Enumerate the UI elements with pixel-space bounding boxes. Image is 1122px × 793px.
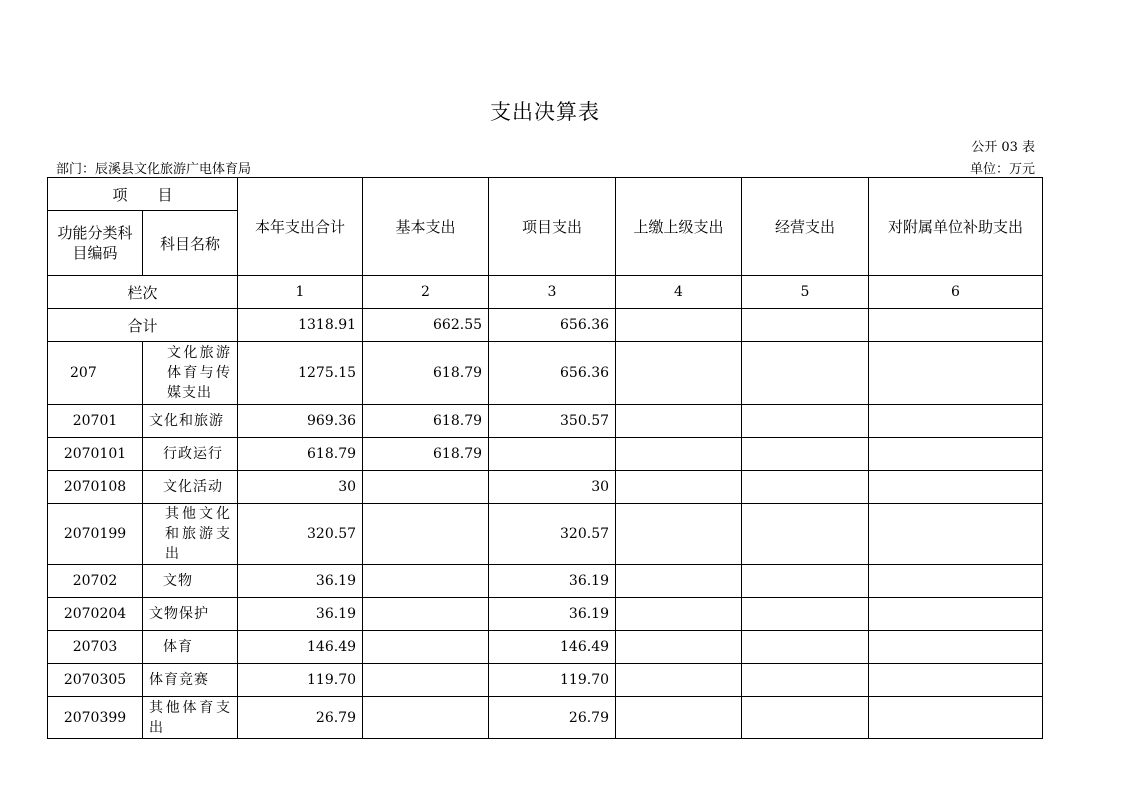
amount-cell [616,664,742,697]
subject-name: 文物保护 [143,598,238,631]
page-title: 支出决算表 [490,100,600,124]
header-name: 科目名称 [143,211,238,276]
header-col-2: 基本支出 [363,178,489,276]
total-label: 合计 [48,309,238,342]
amount-cell: 350.57 [489,405,616,438]
unit-label: 单位：万元 [969,162,1035,177]
amount-cell [869,405,1043,438]
amount-cell: 36.19 [238,598,363,631]
amount-cell [489,438,616,471]
amount-cell: 36.19 [238,565,363,598]
amount-cell [363,471,489,504]
subject-code: 2070204 [48,598,143,631]
amount-cell [742,697,869,739]
subject-name: 体育竞赛 [143,664,238,697]
subject-code: 2070305 [48,664,143,697]
amount-cell [616,504,742,565]
amount-cell [363,565,489,598]
subject-code: 2070199 [48,504,143,565]
expenditure-table [47,177,1043,739]
amount-cell [616,405,742,438]
amount-cell: 1275.15 [238,342,363,405]
table-row [48,697,1043,739]
subject-name: 文物 [143,565,238,598]
amount-cell [869,631,1043,664]
subject-name: 文化和旅游 [143,405,238,438]
amount-cell [616,342,742,405]
amount-cell [869,664,1043,697]
table-row [48,565,1043,598]
amount-cell [363,631,489,664]
amount-cell [742,631,869,664]
amount-cell: 30 [238,471,363,504]
amount-cell [616,438,742,471]
amount-cell [363,504,489,565]
amount-cell: 36.19 [489,598,616,631]
subject-name: 文化旅游体育与传媒支出 [143,342,238,405]
total-value [869,309,1043,342]
column-index: 5 [742,276,869,309]
header-col-3: 项目支出 [489,178,616,276]
table-row [48,504,1043,565]
subject-name: 其他文化和旅游支出 [143,504,238,565]
subject-code: 2070108 [48,471,143,504]
amount-cell [742,342,869,405]
subject-name: 体育 [143,631,238,664]
amount-cell [869,342,1043,405]
table-row [48,342,1043,405]
amount-cell [616,565,742,598]
table-row [48,438,1043,471]
amount-cell: 320.57 [489,504,616,565]
amount-cell: 969.36 [238,405,363,438]
amount-cell: 618.79 [363,405,489,438]
amount-cell [363,664,489,697]
column-index-label: 栏次 [48,276,238,309]
amount-cell: 26.79 [238,697,363,739]
amount-cell [363,697,489,739]
table-row [48,405,1043,438]
amount-cell: 36.19 [489,565,616,598]
amount-cell: 618.79 [363,342,489,405]
amount-cell [363,598,489,631]
header-col-6: 对附属单位补助支出 [869,178,1043,276]
amount-cell [742,664,869,697]
amount-cell: 618.79 [238,438,363,471]
amount-cell: 119.70 [238,664,363,697]
amount-cell: 30 [489,471,616,504]
column-index: 1 [238,276,363,309]
column-index: 3 [489,276,616,309]
amount-cell [616,631,742,664]
column-index: 4 [616,276,742,309]
amount-cell [869,471,1043,504]
amount-cell: 26.79 [489,697,616,739]
amount-cell [616,598,742,631]
amount-cell [742,471,869,504]
amount-cell [869,438,1043,471]
subject-code: 2070399 [48,697,143,739]
amount-cell: 618.79 [363,438,489,471]
amount-cell [869,504,1043,565]
amount-cell [742,405,869,438]
amount-cell: 320.57 [238,504,363,565]
amount-cell [869,598,1043,631]
subject-code: 2070101 [48,438,143,471]
subject-name: 文化活动 [143,471,238,504]
amount-cell [616,471,742,504]
header-code: 功能分类科目编码 [48,211,143,276]
subject-code: 20703 [48,631,143,664]
form-number: 公开 03 表 [971,140,1035,155]
amount-cell: 146.49 [238,631,363,664]
column-index: 6 [869,276,1043,309]
header-col-5: 经营支出 [742,178,869,276]
header-col-4: 上缴上级支出 [616,178,742,276]
subject-code: 20702 [48,565,143,598]
total-row [48,309,1043,342]
amount-cell [742,504,869,565]
total-value: 1318.91 [238,309,363,342]
department-label: 部门：辰溪县文化旅游广电体育局 [56,162,252,177]
amount-cell [742,438,869,471]
amount-cell: 656.36 [489,342,616,405]
subject-name: 其他体育支出 [143,697,238,739]
total-value: 662.55 [363,309,489,342]
amount-cell: 119.70 [489,664,616,697]
total-value [616,309,742,342]
header-item: 项 目 [48,178,238,211]
total-value: 656.36 [489,309,616,342]
subject-name: 行政运行 [143,438,238,471]
table-row [48,598,1043,631]
subject-code: 207 [48,342,143,405]
amount-cell [869,565,1043,598]
amount-cell: 146.49 [489,631,616,664]
column-index: 2 [363,276,489,309]
header-col-1: 本年支出合计 [238,178,363,276]
amount-cell [742,565,869,598]
table-row [48,631,1043,664]
amount-cell [869,697,1043,739]
total-value [742,309,869,342]
table-row [48,664,1043,697]
table-row [48,471,1043,504]
subject-code: 20701 [48,405,143,438]
amount-cell [616,697,742,739]
amount-cell [742,598,869,631]
